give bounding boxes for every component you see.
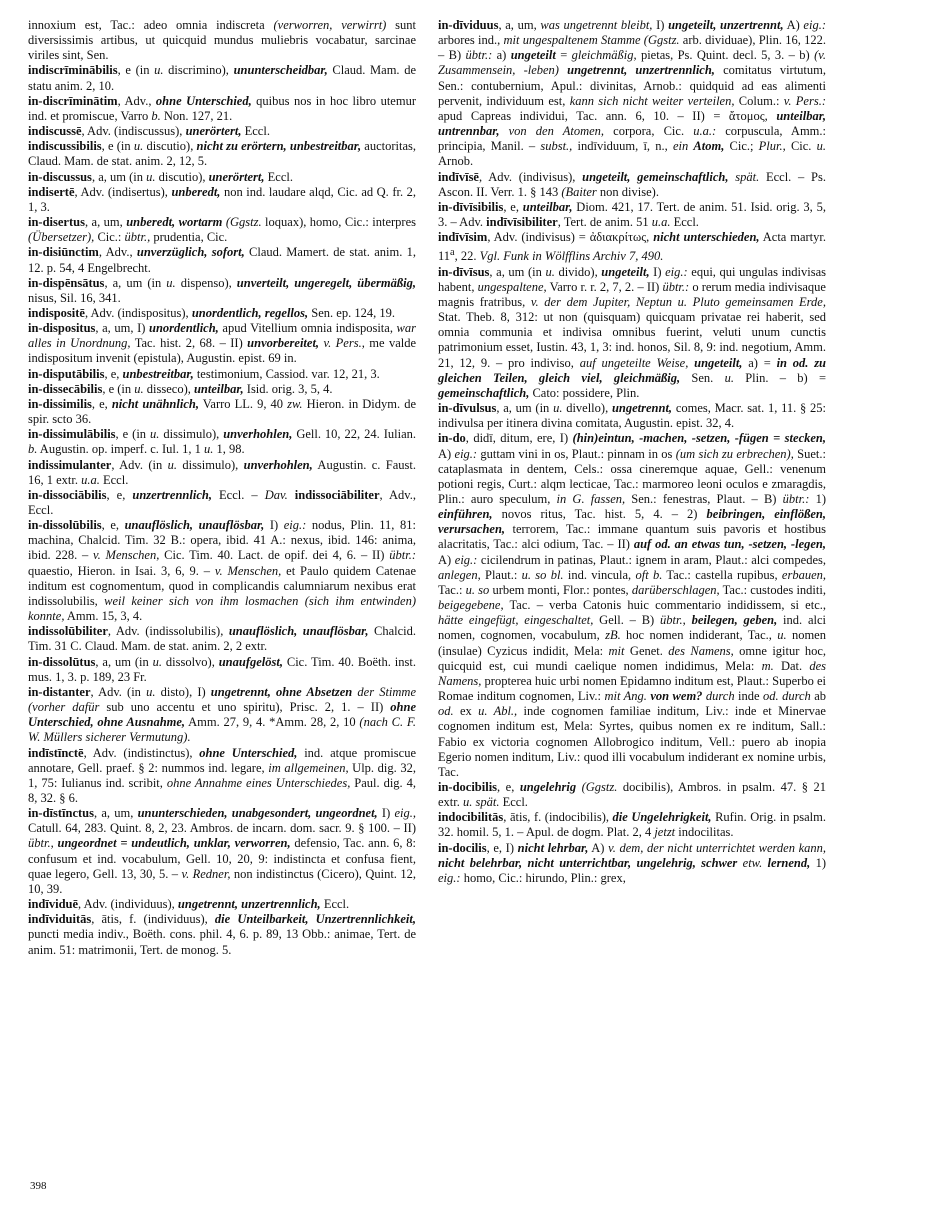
dictionary-entry: in-docibilis, e, ungelehrig (Ggstz. docibilis), Ambros. in psalm. 47. § 21 extr. u. spät. Eccl. (438, 779, 826, 810)
dictionary-entry: in-dīvīsus, a, um (in u. divido), ungeteilt, I) eig.: equi, qui ungulas indivisas habent, ungespaltene, Varro r. r. 2, 7, 2. – II) übtr.: o rerum media indivisaque magnis fratribus, v. der dem Jupiter, Neptun u. Pluto gemeinsamen Erde, Stat. Theb. 8, 312: ut non (quisquam) quicquam privatae rei haberit, sed omnia communia et indivisa omnibus fuerint, veluti unum cunctis patrimonium esset, Iustin. 43, 1, 3: ind. honos, Sil. 8, 9: ind. negotium, Amm. 21, 12, 9. – pro indiviso, auf ungeteilte Weise, ungeteilt, a) = in od. zu gleichen Teilen, gleich viel, gleichmäßig, Sen. u. Plin. – b) = gemeinschaftlich, Cato: possidere, Plin. (438, 264, 827, 400)
dictionary-entry: in-dissolūtus, a, um (in u. dissolvo), unaufgelöst, Cic. Tim. 40. Boëth. inst. mus. 1, 3. p. 189, 23 Fr. (28, 654, 416, 684)
dictionary-entry: in-discrīminātim, Adv., ohne Unterschied, quibus nos in hoc libro utemur ind. et promiscue, Varro b. Non. 127, 21. (28, 93, 416, 123)
dictionary-entry: indissimulanter, Adv. (in u. dissimulo), unverhohlen, Augustin. c. Faust. 16, 1 extr. u.a. Eccl. (28, 457, 416, 487)
dictionary-entry: in-disputābilis, e, unbestreitbar, testimonium, Cassiod. var. 12, 21, 3. (28, 366, 380, 381)
dictionary-entry: indiscussibilis, e (in u. discutio), nicht zu erörtern, unbestreitbar, auctoritas, Claud. Mam. de stat. anim. 2, 12, 5. (28, 139, 417, 169)
dictionary-entry: in-do, didī, ditum, ere, I) (hin)eintun, -machen, -setzen, -fügen = stecken, A) eig.: guttam vini in os, Plaut.: pinnam in os (um sich zu erbrechen), Suet.: cataplasmata in dentem, Cels.: ossa cineremque aquae, Gell.: venenum potioni regis, Curt.: alqm lecticae, Tac.: marmoreo leoni oculos e zmaragdis, Plin.: auro speculum, in G. fassen, Sen.: fenestras, Plaut. – B) übtr.: 1) einführen, novos ritus, Tac. hist. 5, 4. – 2) beibringen, einflößen, verursachen, terrorem, Tac.: immane quantum suis pavoris et hostibus alacritatis, Tac.: alci odium, Tac. – II) auf od. an etwas tun, -setzen, -legen, A) eig.: cicilendrum in patinas, Plaut.: ignem in aram, Plaut.: alci compedes, anlegen, Plaut.: u. so bl. ind. vincula, oft b. Tac.: castella rupibus, erbauen, Tac.: u. so urbem monti, Flor.: pontes, darüberschlagen, Tac.: custodes inditi, beigegebene, Tac. – verba Catonis huic commentario indidissem, si etc., hätte eingefügt, eingeschaltet, Gell. – B) übtr., beilegen, geben, ind. alci nomen, cognomen, vocabulum, zB. hoc nomen indiderant, Tac., u. nomen (insulae) Cyzicus indidit, Mela: mit Genet. des Namens, omne igitur hoc, quicquid est, cui mundi caelique nomen indidimus, Mela: m. Dat. des Namens, propterea huic urbi nomen Epidamno inditum est, Plaut.: Superbo ei Romae inditum cognomen, Liv.: mit Ang. von wem? durch inde od. durch ab od. ex u. Abl., inde cognomen familiae inditum, Liv.: inde et Minervae cognomen inditum est, Mela: Syrtes, quibus nomen ex re inditum, Sall.: Fabio ex victoria cognomen Allobrogico inditum, Vell.: puero ab inopia Egerio nomen inditum, Liv.: quod illi vocabulum indiderant ex nomine urbis, Tac. (438, 431, 827, 779)
dictionary-entry: indisertē, Adv. (indisertus), unberedt, non ind. laudare alqd, Cic. ad Q. fr. 2, 1, 3. (28, 184, 416, 214)
dictionary-entry: indīviduitās, ātis, f. (individuus), die Unteilbarkeit, Unzertrennlichkeit, puncti media indiv., Boëth. cons. phil. 4, 6. p. 89, 13 Obb.: animae, Tert. de anim. 51: matrimonii, Tert. de monog. 5. (28, 912, 416, 957)
dictionary-entry: indocibilitās, ātis, f. (indocibilis), die Ungelehrigkeit, Rufin. Orig. in psalm. 32. homil. 5, 1. – Apul. de dogm. Plat. 2, 4 jetzt indocilitas. (438, 810, 826, 840)
dictionary-entry: indiscussē, Adv. (indiscussus), unerörtert, Eccl. (28, 124, 270, 139)
dictionary-entry: in-disertus, a, um, unberedt, wortarm (Ggstz. loquax), homo, Cic.: interpres (Übersetzer), Cic.: übtr., prudentia, Cic. (28, 215, 416, 245)
dictionary-entry: indīvīsim, Adv. (indivisus) = ἀδιακρίτως, nicht unterschieden, Acta martyr. 11$^a$, 22. Vgl. Funk in Wölfflins Archiv 7, 490. (438, 230, 827, 264)
dictionary-entry: in-dissecābilis, e (in u. disseco), unteilbar, Isid. orig. 3, 5, 4. (28, 381, 333, 396)
dictionary-entry: in-disiūnctim, Adv., unverzüglich, sofort, Claud. Mamert. de stat. anim. 1, 12. p. 54, 4 Engelbrecht. (28, 245, 417, 275)
dictionary-entry: in-dispositus, a, um, I) unordentlich, apud Vitellium omnia indisposita, war alles in Unordnung, Tac. hist. 2, 68. – II) unvorbereitet, v. Pers., me valde indispositum invenit (epistula), Augustin. epist. 69 in. (28, 321, 417, 366)
dictionary-entry: in-dīviduus, a, um, was ungetrennt bleibt, I) ungeteilt, unzertrennt, A) eig.: arbores ind., mit ungespaltenem Stamme (Ggstz. arb. dividuae), Plin. 16, 122. – B) übtr.: a) ungeteilt = gleichmäßig, pietas, Ps. Quint. decl. 5, 3. – b) (v. Zusammensein, -leben) ungetrennt, unzertrennlich, comitatus virtutum, Sen.: contubernium, Apul.: divinitas, Arnob.: quidquid ad eas alimenti pervenit, individuum est, kann sich nicht weiter verteilen, Colum.: v. Pers.: apud Capreas individui, Tac. ann. 6, 10. – II) = ἄτομος, unteilbar, untrennbar, von den Atomen, corpora, Cic. u.a.: corpuscula, Amm.: principia, Manil. – subst., indīviduum, ī, n., ein Atom, Cic.; Plur., Cic. u. Arnob. (438, 18, 826, 169)
dictionary-entry: indispositē, Adv. (indispositus), unordentlich, regellos, Sen. ep. 124, 19. (28, 305, 395, 320)
right-column (438, 18, 826, 886)
dictionary-entry: indīstīnctē, Adv. (indistinctus), ohne Unterschied, ind. atque promiscue annotare, Gell. praef. § 2: nummos ind. legare, im allgemeinen, Ulp. dig. 32, 1, 75: Iulianus ind. scribit, ohne Annahme eines Unterschiedes, Paul. dig. 4, 8, 32. § 6. (28, 745, 417, 805)
dictionary-entry: in-dissociābilis, e, unzertrennlich, Eccl. – Dav. indissociābiliter, Adv., Eccl. (28, 487, 416, 517)
dictionary-entry: in-dīstīnctus, a, um, ununterschieden, unabgesondert, ungeordnet, I) eig., Catull. 64, 283. Quint. 8, 2, 23. Ambros. de incarn. dom. sacr. 9. § 100. – II) übtr., ungeordnet = undeutlich, unklar, verworren, defensio, Tac. ann. 6, 8: confusum et ind. vocabulum, Gell. 10, 20, 9: indistincta et confusa fient, quae legero, Gell. 13, 30, 5. – v. Redner, non indistinctus (Cicero), Quint. 12, 10, 39. (28, 806, 416, 896)
dictionary-entry: in-dissimulābilis, e (in u. dissimulo), unverhohlen, Gell. 10, 22, 24. Iulian. b. Augustin. op. imperf. c. Iul. 1, 1 u. 1, 98. (28, 427, 416, 457)
dictionary-entry: in-discussus, a, um (in u. discutio), unerörtert, Eccl. (28, 169, 293, 184)
dictionary-entry: in-docilis, e, I) nicht lehrbar, A) v. dem, der nicht unterrichtet werden kann, nicht belehrbar, nicht unterrichtbar, ungelehrig, schwer etw. lernend, 1) eig.: homo, Cic.: hirundo, Plin.: grex, (438, 840, 827, 885)
dictionary-entry: indiscrīminābilis, e (in u. discrimino), ununterscheidbar, Claud. Mam. de statu anim. 2, 10. (28, 63, 416, 93)
dictionary-entry: indissolūbiliter, Adv. (indissolubilis), unauflöslich, unauflösbar, Chalcid. Tim. 31 C. Claud. Mam. de stat. anim. 2, 2 extr. (28, 624, 416, 654)
dictionary-entry: in-distanter, Adv. (in u. disto), I) ungetrennt, ohne Absetzen der Stimme (vorher dafür sub uno accentu et uno spiritu), Prisc. 2, 1. – II) ohne Unterschied, ohne Ausnahme, Amm. 27, 9, 4. *Amm. 28, 2, 10 (nach C. F. W. Müllers sicherer Vermutung). (28, 684, 416, 745)
dictionary-entry: innoxium est, Tac.: adeo omnia indiscreta (verworren, verwirrt) sunt diversissimis artibus, ut quicquid mundus muliebris vocabatur, sarcinae viriles sint, Sen. (28, 18, 416, 63)
left-column (28, 18, 416, 958)
dictionary-entry: in-dissolūbilis, e, unauflöslich, unauflösbar, I) eig.: nodus, Plin. 11, 81: machina, Chalcid. Tim. 32 B.: opera, ibid. 41 A.: nexus, ibid. 146: anima, ibid. 228. – v. Menschen, Cic. Tim. 40. Lact. de opif. dei 4, 6. – II) übtr.: quaestio, Hieron. in Isai. 3, 6, 9. – v. Menschen, et Paulo quidem Catenae inditum est cognomentum, quod in complicandis calumniarum nexibus erat indissolubilis, weil keiner sich von ihm losmachen (sich ihm entwinden) konnte, Amm. 15, 3, 4. (28, 518, 417, 624)
dictionary-entry: indīviduē, Adv. (individuus), ungetrennt, unzertrennlich, Eccl. (28, 897, 350, 912)
dictionary-entry: in-dispēnsātus, a, um (in u. dispenso), unverteilt, ungeregelt, übermäßig, nisus, Sil. 16, 341. (28, 275, 416, 305)
dictionary-entry: in-dissimilis, e, nicht unähnlich, Varro LL. 9, 40 zw. Hieron. in Didym. de spir. scto 36. (28, 396, 416, 427)
dictionary-entry: in-dīvulsus, a, um (in u. divello), ungetrennt, comes, Macr. sat. 1, 11. § 25: indivulsa per itinera divina comitata, Augustin. epist. 32, 4. (438, 401, 826, 431)
dictionary-entry: indīvīsē, Adv. (indivisus), ungeteilt, gemeinschaftlich, spät. Eccl. – Ps. Ascon. II. Verr. 1. § 143 (Baiter non divise). (438, 169, 827, 199)
dictionary-entry: in-dīvīsibilis, e, unteilbar, Diom. 421, 17. Tert. de anim. 51. Isid. orig. 3, 5, 3. – Adv. indīvīsibiliter, Tert. de anim. 51 u.a. Eccl. (438, 199, 826, 230)
page-number: 398 (30, 1180, 47, 1192)
